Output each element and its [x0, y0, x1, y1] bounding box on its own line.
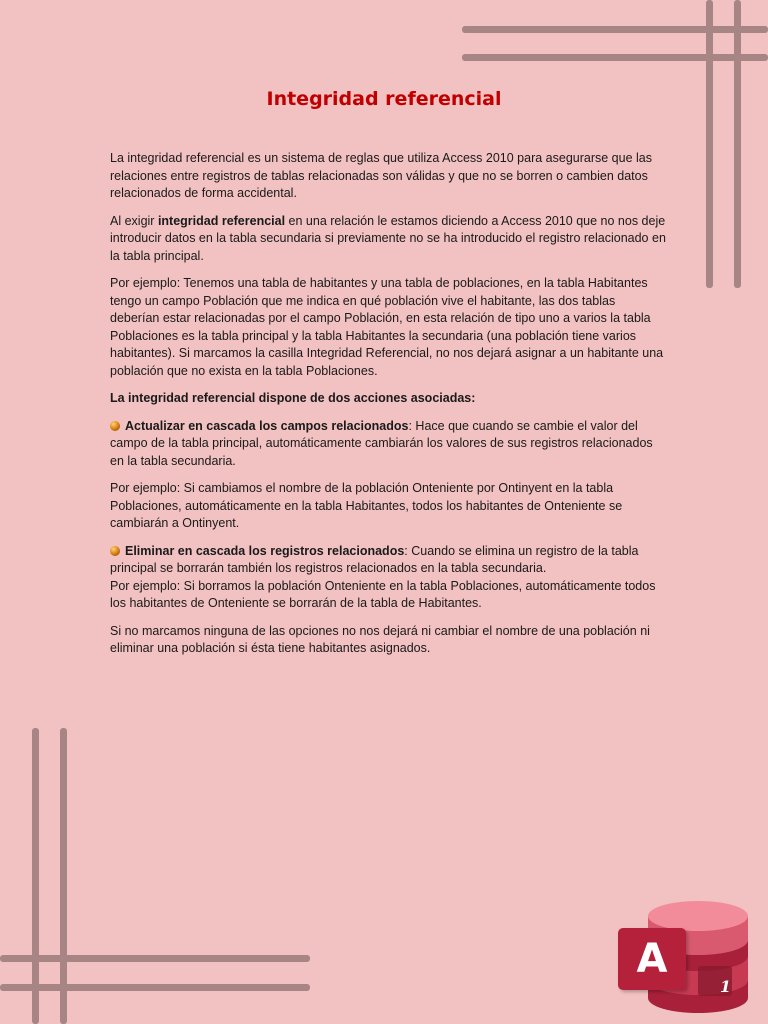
- decor-line-top-vertical-2: [734, 0, 741, 288]
- paragraph-enforce-bold: integridad referencial: [157, 213, 286, 228]
- decor-line-bottom-vertical-2: [60, 728, 67, 1024]
- page-number: 1: [719, 977, 731, 996]
- delete-cascade-bold: Eliminar en cascada los registros relacionados: [125, 543, 405, 558]
- paragraph-example-habitantes: Por ejemplo: Tenemos una tabla de habitantes y una tabla de poblaciones, en la tabla Habitantes tengo un campo Población que me indica en qué población vive el habitante, las dos tablas deberían estar relacionadas por el campo Población, en esta relación de tipo uno a varios la tabla Poblaciones es la tabla principal y la tabla Habitantes la secundaria (una población tiene varios habitantes). Si marcamos la casilla Integridad Referencial, no nos dejará asignar a un habitante una población que no exista en la tabla Poblaciones.: [110, 276, 664, 378]
- delete-cascade-example: Por ejemplo: Si borramos la población Onteniente en la tabla Poblaciones, automáticamente todos los habitantes de Onteniente se borrarán de la tabla de Habitantes.: [110, 578, 656, 610]
- decor-line-top-horizontal-1: [462, 26, 768, 33]
- paragraph-enforce-post: en una relación le estamos diciendo a Access 2010 que no nos deje introducir datos en la tabla secundaria si previamente no se ha introducido el registro relacionado en la tabla principal.: [110, 213, 666, 263]
- paragraph-update-cascade: [110, 418, 666, 471]
- paragraph-definition: La integridad referencial es un sistema de reglas que utiliza Access 2010 para asegurarse que las relaciones entre registros de tablas relacionadas son válidas y que no se borren o cambien datos relacionados de forma accidental.: [110, 151, 652, 200]
- decor-line-top-horizontal-2: [462, 54, 768, 61]
- delete-cascade-text: : Cuando se elimina un registro de la tabla principal se borrarán también los registros relacionados en la tabla secundaria.: [110, 543, 639, 575]
- paragraph-conclusion: Si no marcamos ninguna de las opciones no nos dejará ni cambiar el nombre de una población ni eliminar una población si ésta tiene habitantes asignados.: [110, 623, 650, 655]
- orange-bullet-icon: [110, 546, 120, 556]
- orange-bullet-icon: [110, 421, 120, 431]
- access-logo: [618, 898, 753, 1018]
- page-title: Integridad referencial: [266, 88, 502, 110]
- paragraph-enforce: [110, 213, 666, 266]
- access-letter-icon: A: [618, 928, 686, 990]
- decor-line-bottom-horizontal-2: [0, 984, 310, 991]
- decor-line-top-vertical-1: [706, 0, 713, 288]
- decor-line-bottom-vertical-1: [32, 728, 39, 1024]
- decor-line-bottom-horizontal-1: [0, 955, 310, 962]
- document-body: [110, 150, 666, 668]
- paragraph-delete-cascade: [110, 543, 666, 613]
- update-cascade-text: : Hace que cuando se cambie el valor del campo de la tabla principal, automáticamente cambiarán los valores de sus registros relacionados en la tabla secundaria.: [110, 418, 653, 468]
- paragraph-actions-heading: [110, 390, 666, 408]
- update-cascade-bold: Actualizar en cascada los campos relacionados: [125, 418, 409, 433]
- paragraph-enforce-pre: Al exigir: [110, 213, 158, 228]
- paragraph-example-ontinyent: Por ejemplo: Si cambiamos el nombre de la población Onteniente por Ontinyent en la tabla Poblaciones, automáticamente en la tabla Habitantes, todos los habitantes de Onteniente se cambiarán a Ontinyent.: [110, 481, 623, 530]
- actions-heading-text: La integridad referencial dispone de dos acciones asociadas:: [110, 391, 476, 405]
